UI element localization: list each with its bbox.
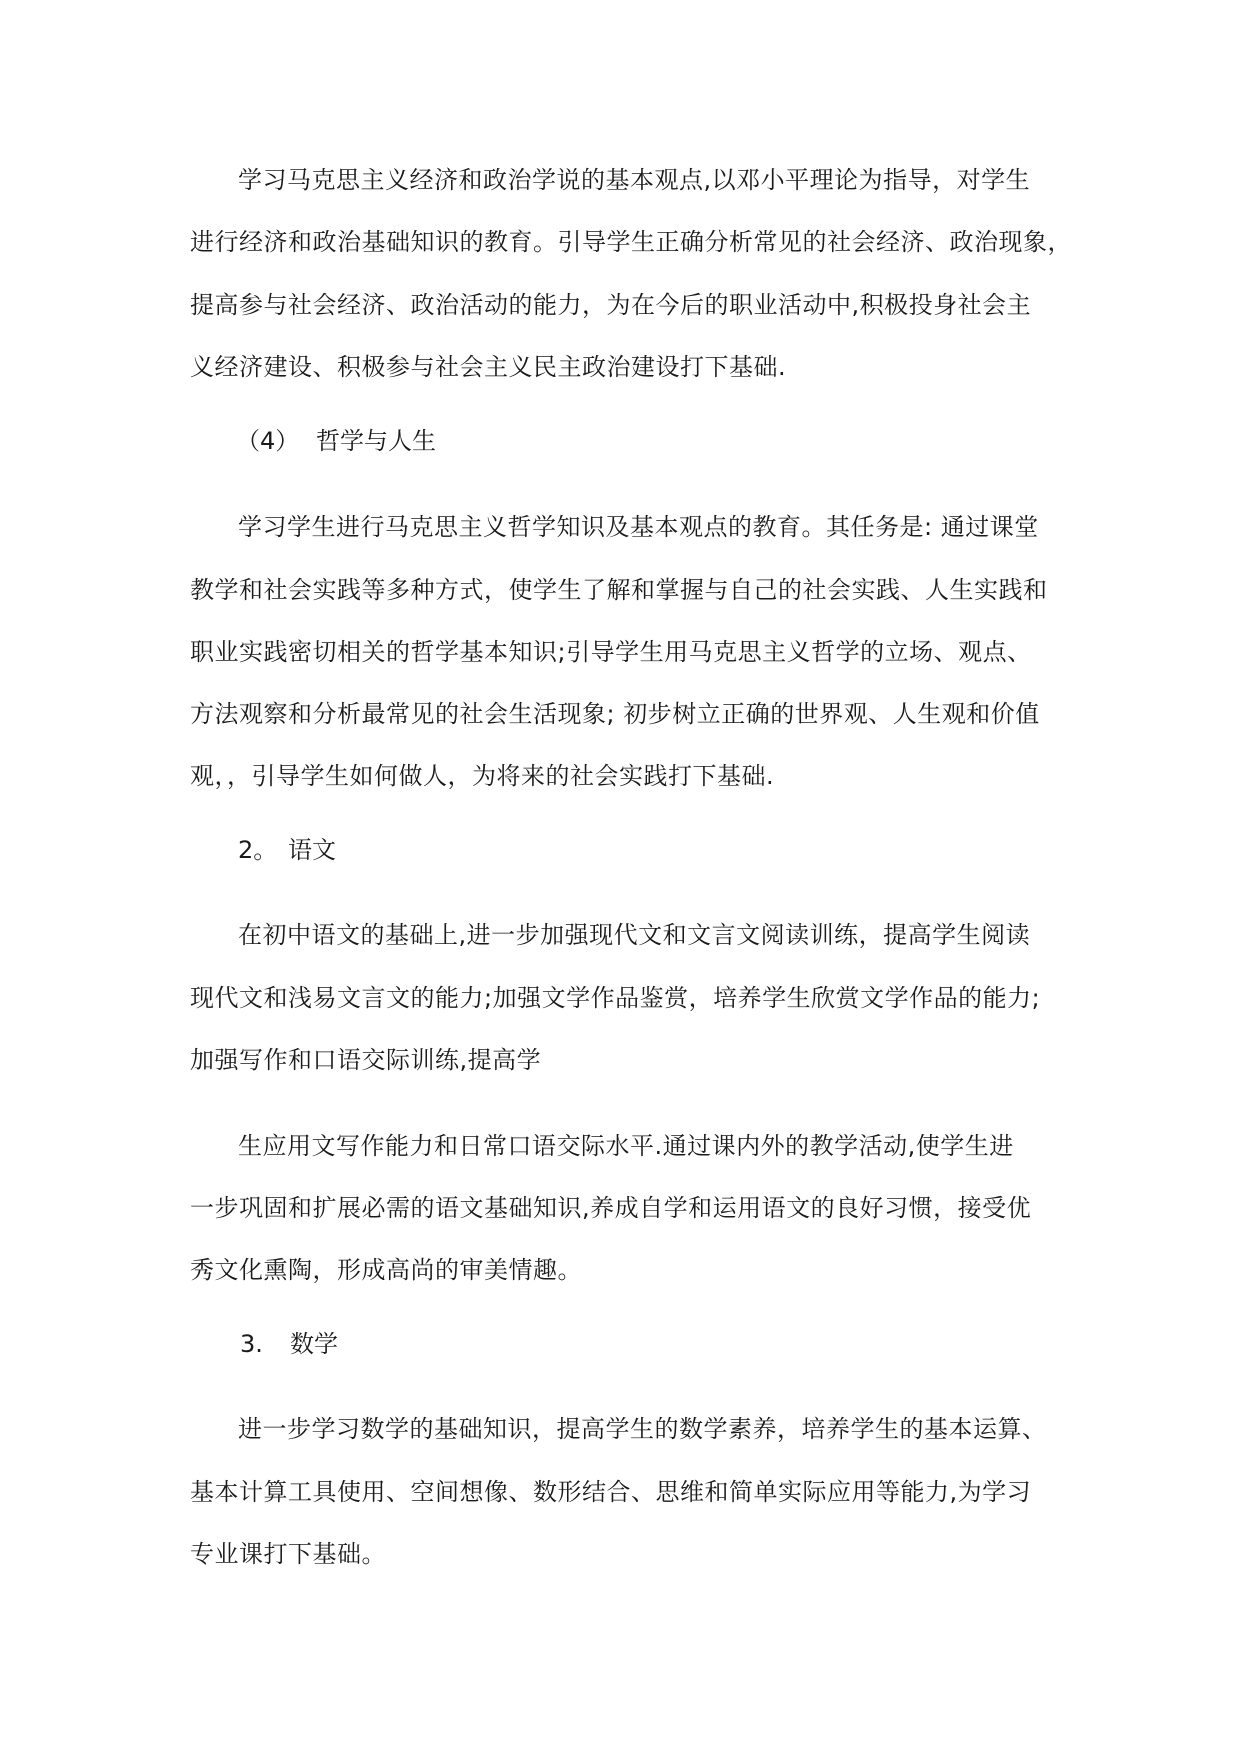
- paragraph-5-line-3: 专业课打下基础。: [190, 1540, 386, 1568]
- paragraph-5-line-2: 基本计算工具使用、空间想像、数形结合、思维和简单实际应用等能力,为学习: [190, 1478, 1032, 1506]
- paragraph-4-line-3: 秀文化熏陶，形成高尚的审美情趣。: [190, 1256, 582, 1284]
- heading-4-title: 哲学与人生: [316, 427, 436, 455]
- heading-2-number: 2。: [238, 836, 278, 864]
- paragraph-2-line-5: 观，，引导学生如何做人，为将来的社会实践打下基础.: [190, 762, 775, 790]
- paragraph-1-line-4: 义经济建设、积极参与社会主义民主政治建设打下基础.: [190, 353, 787, 381]
- heading-2-title: 语文: [288, 836, 336, 864]
- heading-4-number: （4）: [236, 427, 300, 455]
- paragraph-2-line-2: 教学和社会实践等多种方式，使学生了解和掌握与自己的社会实践、人生实践和: [190, 576, 1048, 604]
- paragraph-4-line-1: 生应用文写作能力和日常口语交际水平.通过课内外的教学活动,使学生进: [238, 1132, 1014, 1160]
- paragraph-3-line-2: 现代文和浅易文言文的能力;加强文学作品鉴赏，培养学生欣赏文学作品的能力;: [190, 984, 1041, 1012]
- paragraph-3-line-1: 在初中语文的基础上,进一步加强现代文和文言文阅读训练，提高学生阅读: [238, 921, 1031, 949]
- paragraph-5-line-1: 进一步学习数学的基础知识，提高学生的数学素养，培养学生的基本运算、: [238, 1415, 1047, 1443]
- paragraph-2-line-1: 学习学生进行马克思主义哲学知识及基本观点的教育。其任务是: 通过课堂: [238, 513, 1039, 541]
- paragraph-1-line-2: 进行经济和政治基础知识的教育。引导学生正确分析常见的社会经济、政治现象，: [190, 228, 1072, 256]
- paragraph-2-line-4: 方法观察和分析最常见的社会生活现象; 初步树立正确的世界观、人生观和价值: [190, 700, 1040, 728]
- paragraph-3-line-3: 加强写作和口语交际训练,提高学: [190, 1046, 542, 1074]
- paragraph-4-line-2: 一步巩固和扩展必需的语文基础知识,养成自学和运用语文的良好习惯，接受优: [190, 1194, 1032, 1222]
- heading-3-title: 数学: [290, 1330, 338, 1358]
- paragraph-2-line-3: 职业实践密切相关的哲学基本知识;引导学生用马克思主义哲学的立场、观点、: [190, 638, 1032, 666]
- paragraph-1-line-3: 提高参与社会经济、政治活动的能力，为在今后的职业活动中,积极投身社会主: [190, 291, 1032, 319]
- heading-3-number: 3.: [240, 1330, 263, 1358]
- paragraph-1-line-1: 学习马克思主义经济和政治学说的基本观点,以邓小平理论为指导，对学生: [238, 166, 1031, 194]
